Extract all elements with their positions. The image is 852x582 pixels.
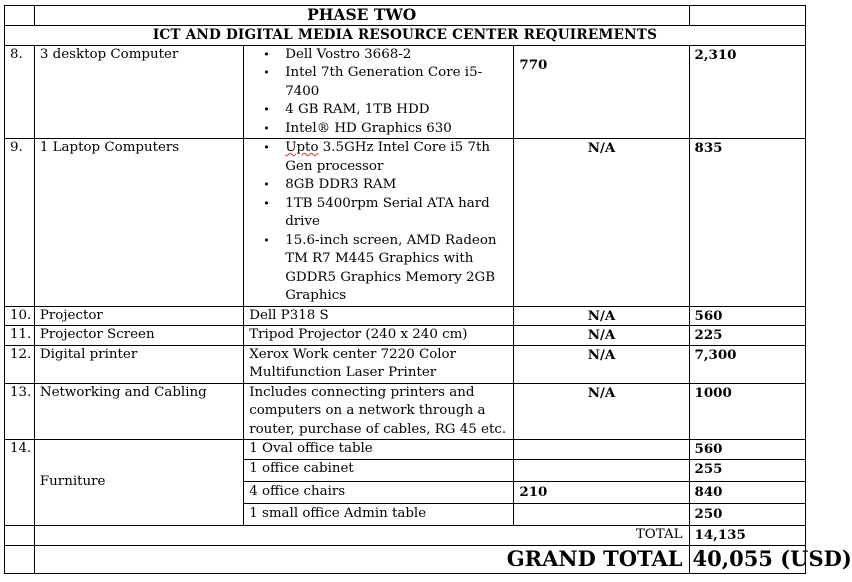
spec-item: • 4 GB RAM, 1TB HDD xyxy=(285,101,508,120)
item-description: Xerox Work center 7220 Color Multifunction Laser Printer xyxy=(244,345,514,383)
unit-cost: N/A xyxy=(514,326,689,346)
total-cost: 7,300 xyxy=(689,345,805,383)
spec-list xyxy=(249,46,508,139)
spec-item xyxy=(285,139,508,176)
spec-item: • Dell Vostro 3668-2 xyxy=(285,46,508,65)
unit-cost xyxy=(514,504,689,526)
item-description: 1 office cabinet xyxy=(244,460,514,482)
table-row xyxy=(5,306,806,326)
row-number: 11. xyxy=(5,326,35,346)
item-name: 1 Laptop Computers xyxy=(34,139,243,307)
spec-text: 3.5GHz Intel Core i5 7th Gen processor xyxy=(285,140,490,174)
item-description xyxy=(244,139,514,307)
item-description: Dell P318 S xyxy=(244,306,514,326)
section-row xyxy=(5,26,806,46)
table-row xyxy=(5,326,806,346)
total-cost: 2,310 xyxy=(689,45,805,139)
item-description: 4 office chairs xyxy=(244,482,514,504)
total-cost: 835 xyxy=(689,139,805,307)
subtotal-value: 14,135 xyxy=(689,526,805,546)
item-name: Projector Screen xyxy=(34,326,243,346)
phase-row xyxy=(5,6,806,26)
spec-item: • 15.6-inch screen, AMD Radeon TM R7 M445 Graphics with GDDR5 Graphics Memory 2GB Graphics xyxy=(285,232,508,306)
unit-cost xyxy=(514,440,689,460)
requirements-table xyxy=(4,5,852,574)
unit-cost: N/A xyxy=(514,139,689,307)
table-row xyxy=(5,345,806,383)
item-description: Tripod Projector (240 x 240 cm) xyxy=(244,326,514,346)
spec-item: • Intel® HD Graphics 630 xyxy=(285,120,508,139)
unit-cost: N/A xyxy=(514,306,689,326)
item-description: 1 small office Admin table xyxy=(244,504,514,526)
unit-cost: 770 xyxy=(514,45,689,139)
misspelled-word: Upto xyxy=(285,140,319,155)
total-cost: 225 xyxy=(689,326,805,346)
spec-item: • Intel 7th Generation Core i5-7400 xyxy=(285,64,508,101)
grand-total-row xyxy=(5,546,806,574)
unit-cost xyxy=(514,460,689,482)
item-name: Networking and Cabling xyxy=(34,383,243,440)
spec-item: • 1TB 5400rpm Serial ATA hard drive xyxy=(285,195,508,232)
subtotal-row xyxy=(5,526,806,546)
unit-cost: N/A xyxy=(514,345,689,383)
row-number: 9. xyxy=(5,139,35,307)
item-name: Digital printer xyxy=(34,345,243,383)
table-row xyxy=(5,383,806,440)
empty-cell xyxy=(5,546,35,574)
subtotal-label: TOTAL xyxy=(34,526,689,546)
empty-cell xyxy=(5,6,35,26)
spec-list xyxy=(249,139,508,306)
unit-cost: N/A xyxy=(514,383,689,440)
empty-cell xyxy=(689,6,805,26)
table-row xyxy=(5,139,806,307)
table-row xyxy=(5,45,806,139)
total-cost: 560 xyxy=(689,440,805,460)
table-row xyxy=(5,440,806,460)
row-number: 14. xyxy=(5,440,35,526)
grand-total-label: GRAND TOTAL xyxy=(34,546,689,574)
item-description: Includes connecting printers and computers on a network through a router, purchase of cables, RG 45 etc. xyxy=(244,383,514,440)
item-description xyxy=(244,45,514,139)
total-cost: 250 xyxy=(689,504,805,526)
total-cost: 1000 xyxy=(689,383,805,440)
section-title: ICT AND DIGITAL MEDIA RESOURCE CENTER REQUIREMENTS xyxy=(5,26,806,46)
row-number: 10. xyxy=(5,306,35,326)
row-number: 8. xyxy=(5,45,35,139)
total-cost: 255 xyxy=(689,460,805,482)
item-description: 1 Oval office table xyxy=(244,440,514,460)
row-number: 12. xyxy=(5,345,35,383)
grand-total-value: 40,055 (USD) xyxy=(689,546,805,574)
row-number: 13. xyxy=(5,383,35,440)
item-name: Furniture xyxy=(34,440,243,526)
total-cost: 560 xyxy=(689,306,805,326)
empty-cell xyxy=(5,526,35,546)
unit-cost: 210 xyxy=(514,482,689,504)
spec-item: • 8GB DDR3 RAM xyxy=(285,176,508,195)
phase-title: PHASE TWO xyxy=(34,6,689,26)
item-name: 3 desktop Computer xyxy=(34,45,243,139)
item-name: Projector xyxy=(34,306,243,326)
total-cost: 840 xyxy=(689,482,805,504)
